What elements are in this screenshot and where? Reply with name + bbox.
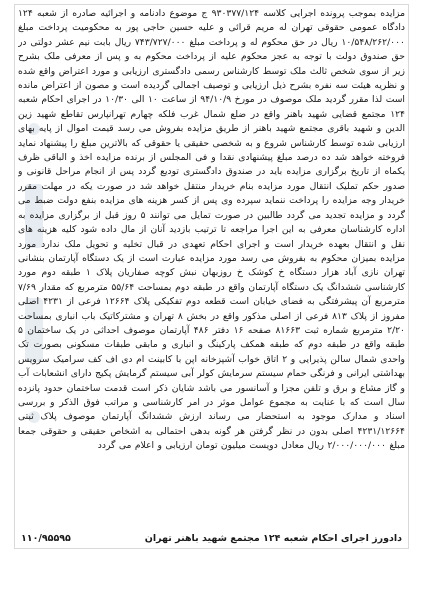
footer-code: ۱۱۰/۹۵۵۹۵ bbox=[21, 533, 71, 544]
footer-signature: دادورز اجرای احکام شعبه ۱۲۴ مجتمع شهید باهنر تهران bbox=[144, 533, 402, 544]
notice-body-text: مزایده بموجب پرونده اجرایی کلاسه ۹۳۰۳۷۷/۱۲۴ ج موضوع دادنامه و اجرائیه صادره از شعبه ۱۲۴ دادگاه عمومی حقوقی تهران له مریم قرائی و علیه حسین حاجی پور به محکومیت پرداخت مبلغ ۱۰/۵۴۸/۲۶۲/۰۰۰ ریال در حق محکوم له و پرداخت مبلغ ۷۴۳/۷۲۷/۰۰۰ ریال بابت نیم عشر دولتی در حق صندوق دولت با توجه به عجز محکوم علیه از پرداخت محکوم به و پس از معرفی ملک بشرح زیر از سوی شخص ثالث ملک توسط کارشناس رسمی دادگستری ارزیابی و مورد اعتراض واقع شده و نظریه هیئت سه نفره بشرح ذیل ارزیابی و توصیف اجمالی گردیده است و مصون از اعتراض مانده است لذا مقرر گردید ملک موصوف در مورخ ۹۴/۱۰/۹ از ساعت ۱۰ الی ۱۰/۳۰ در اجرای احکام شعبه ۱۲۴ مجتمع قضایی شهید باهنر واقع در ضلع شمال غرب فلکه چهارم تهرانپارس تقاطع شهید زین الدین و شهید باقری مجتمع شهید باهنر از طریق مزایده بفروش می رسد قیمت اموال از پایه بهای ارزیابی شده توسط کارشناس شروع و به شخصی حقیقی یا حقوقی که بالاترین مبلغ را پیشنهاد نماید فروخته خواهد شد ده درصد مبلغ پیشنهادی نقدا و فی المجلس از برنده مزایده اخذ و الباقی ظرف یکماه از تاریخ برگزاری مزایده باید در صندوق دادگستری تودیع گردد پس از انجام مراحل قانونی و صدور حکم تملیک انتقال مورد مزایده بنام خریدار منتقل خواهد شد در صورت یکه در مهلت مقرر خریدار وجه مزایده را پرداخت ننماید سپرده وی پس از کسر هزینه های مزایده بنفع دولت ضبط می گردد و مزایده تجدید می گردد طالبین در صورت تمایل می توانند ۵ روز قبل از برگزاری مزایده به اداره کارشناسان معرفی به این اجرا مراجعه تا ترتیب بازدید آنان از مال داده شود کلیه هزینه های نقل و انتقال بعهده خریدار است و اجرای احکام تعهدی در قبال تخلیه و تحویل ملک ندارد مورد مزایده بمیزان محکوم به بفروش می رسد مورد مزایده عبارت است از یک دستگاه آپارتمان بنشانی تهران نازی آباد هزار دستگاه خ کوشک خ روزبهان نبش کوچه صفاریان پلاک ۱ طبقه دوم مورد کارشناسی ششدانگ یک دستگاه آپارتمان واقع در طبقه دوم بمساحت ۵۵/۶۴ مترمربع که مقدار ۷/۶۹ مترمربع آن پیشرفتگی به فضای خیابان است قطعه دوم تفکیکی پلاک ۱۲۶۶۴ فرعی از ۴۲۳۱ اصلی مفروز از پلاک ۸۱۳ فرعی از اصلی مذکور واقع در بخش ۸ تهران و مشترکاتیک باب انباری بمساحت ۲/۲۰ مترمربع شماره ثبت ۸۱۶۶۳ صفحه ۱۶ دفتر ۴۸۶ آپارتمان موصوف احداثی در یک ساختمان ۵ طبقه واقع در طبقه دوم که طبقه همکف پارکینگ و انباری و مابقی طبقات مسکونی بصورت تک واحدی شمال سالن پذیرایی و ۲ اتاق خواب آشپزخانه اپن با کابینت ام دی اف کف سرامیک سرویس بهداشتی ایرانی و فرنگی حمام سیستم سرمایش کولر آبی سیستم گرمایش پکیج دارای انشعابات آب و گاز مشاع و برق و تلفن مجزا و آسانسور می باشد شایان ذکر است قدمت ساختمان حدود پانزده سال است که با عنایت به مجموع عوامل موثر در امر کارشناسی و مراتب فوق الذکر و بررسی اسناد و مدارک موجود به استحضار می رساند ارزش ششدانگ آپارتمان موصوف پلاک ثبتی ۴۲۳۱/۱۲۶۶۴ اصلی بدون در نظر گرفتن هر گونه بدهی احتمالی به اشخاص حقیقی و حقوقی جمعا مبلغ ۲/۰۰۰/۰۰۰/۰۰۰ ریال معادل دویست میلیون تومان ارزیابی و اعلام می گردد bbox=[18, 8, 405, 452]
notice-footer bbox=[21, 531, 402, 546]
notice-frame bbox=[14, 4, 409, 549]
